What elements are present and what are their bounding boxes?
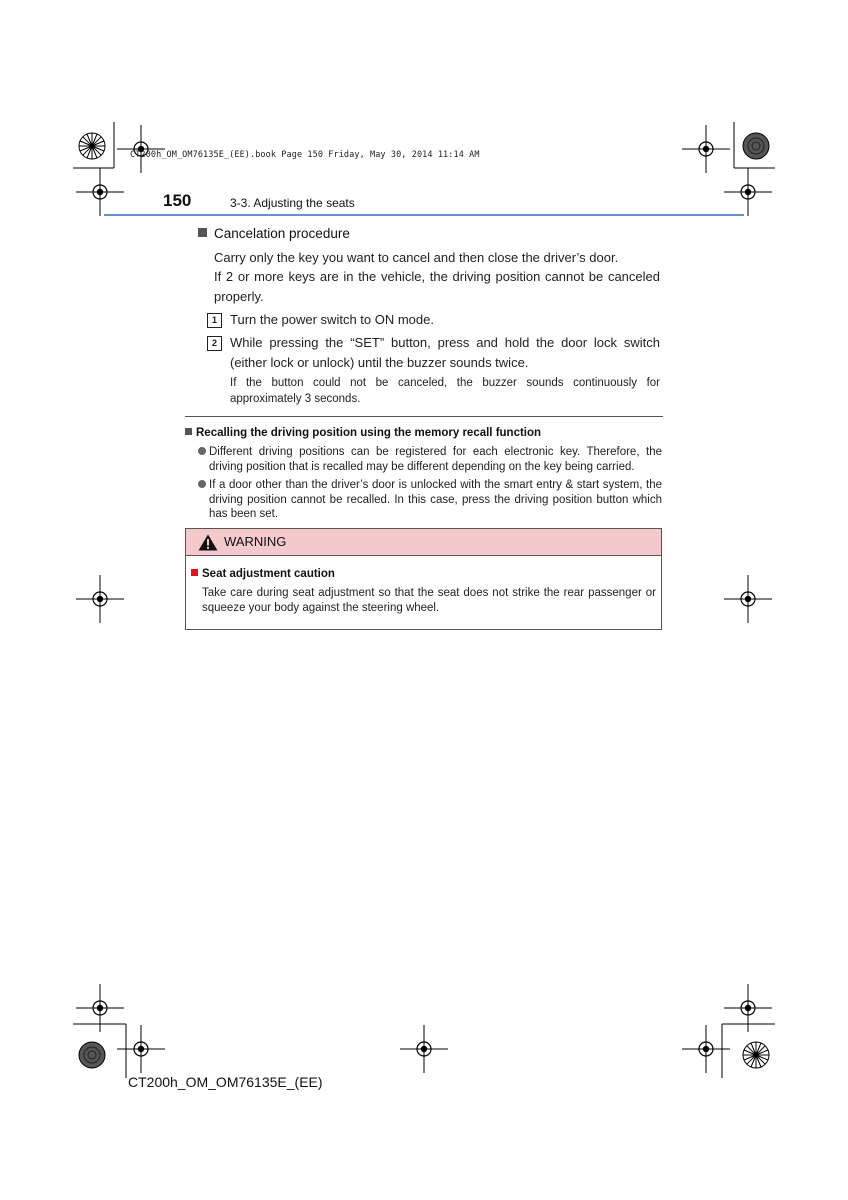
step-text: While pressing the “SET” button, press and hold the door lock switch (either lock or unlock) until the buzzer sounds twice. [230, 335, 660, 370]
section-title: 3-3. Adjusting the seats [230, 196, 355, 210]
header-rule [104, 214, 744, 216]
heading-square-icon [185, 428, 192, 435]
warning-heading [191, 568, 335, 580]
page-number: 150 [163, 191, 192, 210]
warning-box [185, 528, 662, 630]
step-text: Turn the power switch to ON mode. [230, 312, 434, 327]
bullet-dot-icon [198, 480, 206, 488]
cancelation-note: If the button could not be canceled, the buzzer sounds continuously for approximately 3 seconds. [230, 377, 660, 405]
cancelation-heading-text: Cancelation procedure [214, 226, 350, 241]
recall-heading [185, 427, 541, 439]
print-header: CT200h_OM_OM76135E_(EE).book Page 150 Friday, May 30, 2014 11:14 AM [130, 150, 480, 160]
step-number: 2 [207, 336, 222, 351]
cancelation-intro-2: If 2 or more keys are in the vehicle, the driving position cannot be canceled properly. [214, 269, 660, 304]
section-divider [185, 416, 663, 417]
warning-text: Take care during seat adjustment so that the seat does not strike the rear passenger or squeeze your body against the steering wheel. [202, 587, 656, 614]
warning-header [186, 529, 661, 556]
cancelation-intro-1: Carry only the key you want to cancel and then close the driver’s door. [214, 250, 619, 265]
step-number: 1 [207, 313, 222, 328]
bullet-dot-icon [198, 447, 206, 455]
bullet-text: If a door other than the driver’s door is unlocked with the smart entry & start system, the driving position cannot be recalled. In this case, press the driving position button which has been set. [209, 479, 662, 520]
warning-label: WARNING [224, 534, 287, 549]
warning-heading-text: Seat adjustment caution [202, 568, 335, 580]
heading-square-icon [198, 228, 207, 237]
bullet-text: Different driving positions can be registered for each electronic key. Therefore, the driving position that is recalled may be different depending on the key being carried. [209, 446, 662, 473]
warning-square-icon [191, 569, 198, 576]
footer-code: CT200h_OM_OM76135E_(EE) [128, 1074, 323, 1090]
cancelation-heading [198, 226, 350, 241]
warning-triangle-icon [198, 534, 218, 551]
recall-heading-text: Recalling the driving position using the memory recall function [196, 427, 542, 439]
